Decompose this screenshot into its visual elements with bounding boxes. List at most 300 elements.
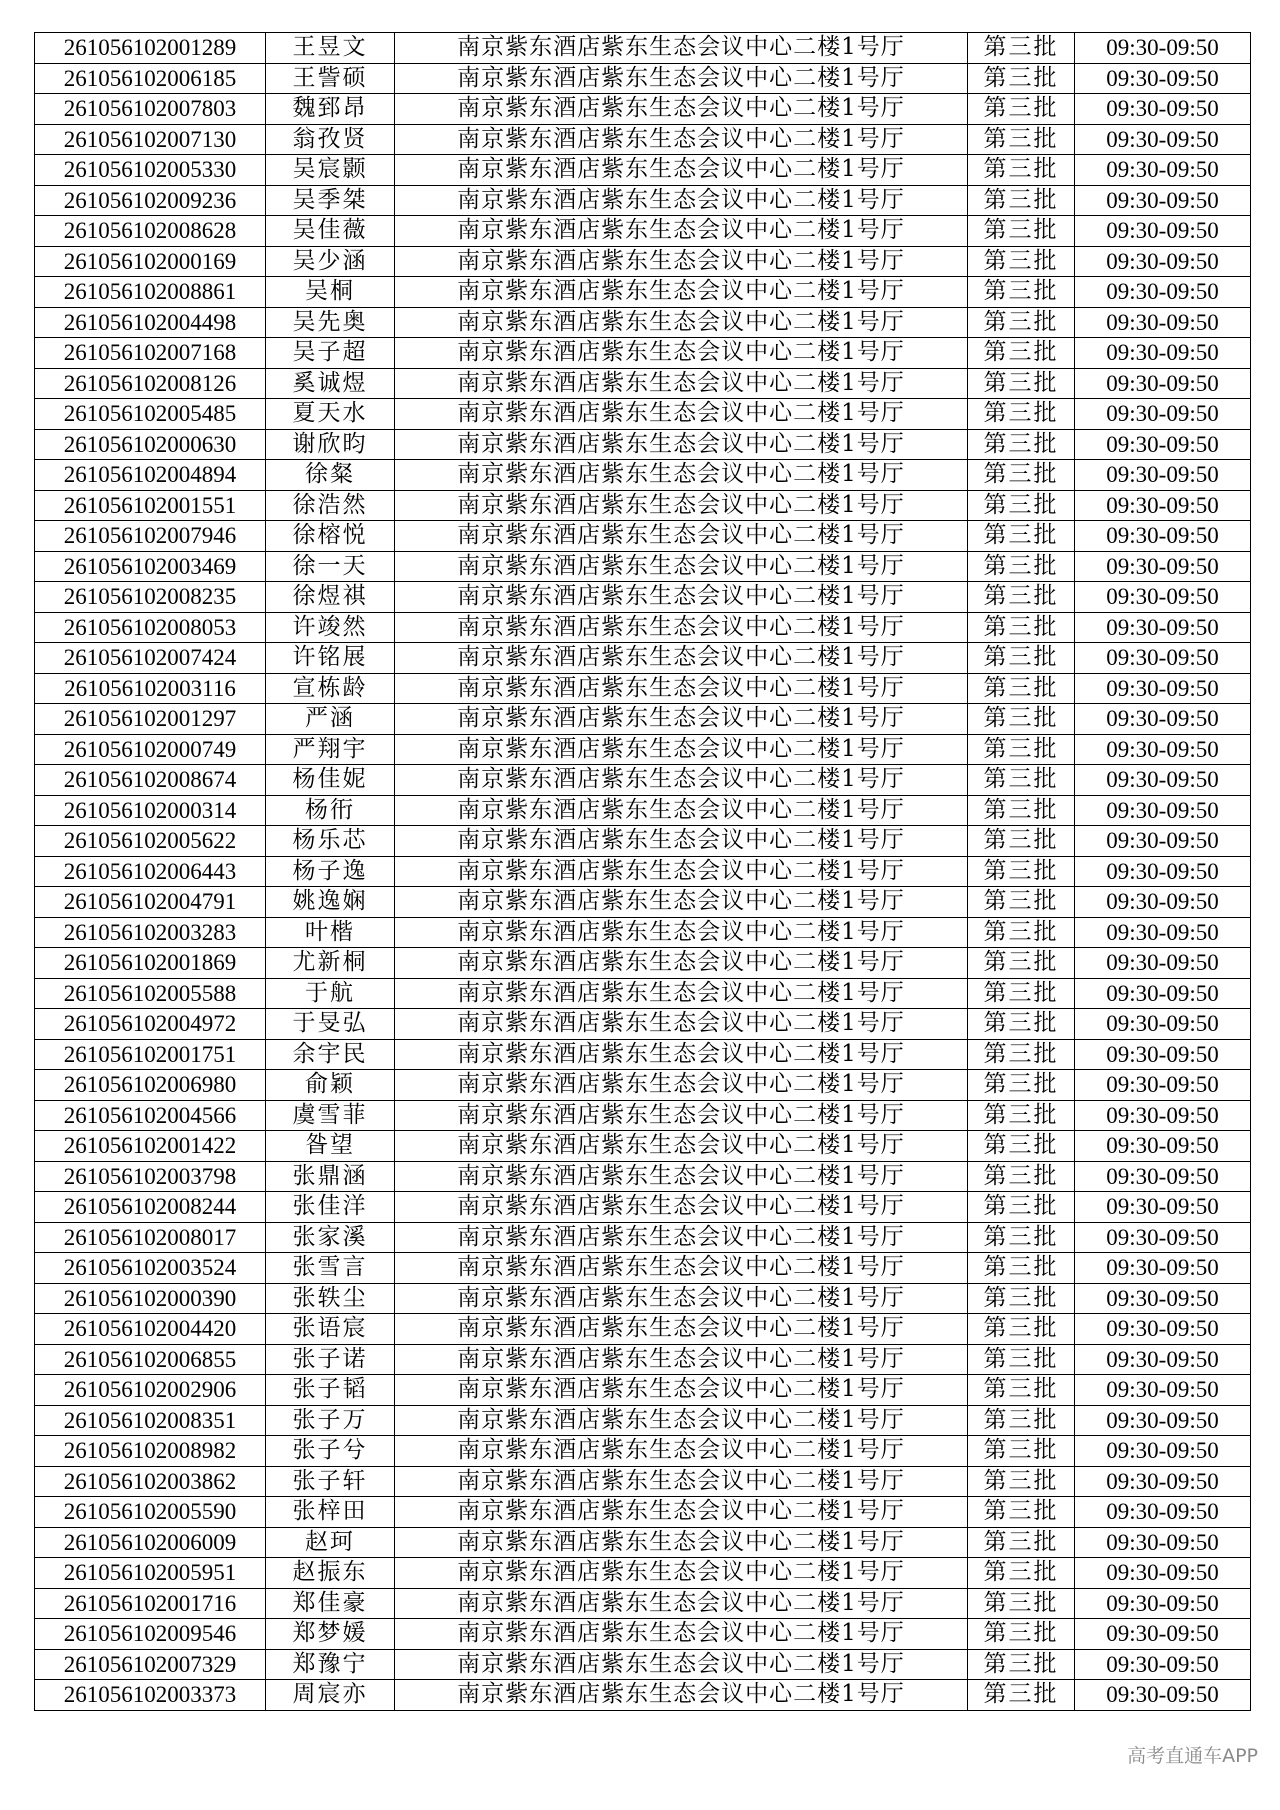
venue-cell: 南京紫东酒店紫东生态会议中心二楼1号厅 (395, 826, 968, 857)
time-slot-cell: 09:30-09:50 (1075, 917, 1251, 948)
venue-cell: 南京紫东酒店紫东生态会议中心二楼1号厅 (395, 612, 968, 643)
candidate-id-cell: 261056102004894 (35, 460, 266, 491)
time-slot-cell: 09:30-09:50 (1075, 246, 1251, 277)
time-slot-cell: 09:30-09:50 (1075, 399, 1251, 430)
time-slot-cell: 09:30-09:50 (1075, 795, 1251, 826)
candidate-name-cell: 于旻弘 (266, 1009, 395, 1040)
table-row (35, 1100, 1251, 1131)
time-slot-cell: 09:30-09:50 (1075, 94, 1251, 125)
time-slot-cell: 09:30-09:50 (1075, 673, 1251, 704)
candidate-name-cell: 尤新桐 (266, 948, 395, 979)
time-slot-cell: 09:30-09:50 (1075, 856, 1251, 887)
time-slot-cell: 09:30-09:50 (1075, 1588, 1251, 1619)
venue-cell: 南京紫东酒店紫东生态会议中心二楼1号厅 (395, 765, 968, 796)
candidate-name-cell: 夏天水 (266, 399, 395, 430)
batch-cell: 第三批 (968, 185, 1075, 216)
table-row (35, 795, 1251, 826)
roster-table (34, 32, 1251, 1711)
candidate-name-cell: 吴子超 (266, 338, 395, 369)
batch-cell: 第三批 (968, 643, 1075, 674)
candidate-name-cell: 吴佳薇 (266, 216, 395, 247)
table-row (35, 399, 1251, 430)
venue-cell: 南京紫东酒店紫东生态会议中心二楼1号厅 (395, 1466, 968, 1497)
time-slot-cell: 09:30-09:50 (1075, 1283, 1251, 1314)
time-slot-cell: 09:30-09:50 (1075, 429, 1251, 460)
batch-cell: 第三批 (968, 399, 1075, 430)
time-slot-cell: 09:30-09:50 (1075, 1314, 1251, 1345)
candidate-name-cell: 翁孜贤 (266, 124, 395, 155)
time-slot-cell: 09:30-09:50 (1075, 277, 1251, 308)
time-slot-cell: 09:30-09:50 (1075, 1680, 1251, 1711)
table-row (35, 460, 1251, 491)
candidate-name-cell: 张子诺 (266, 1344, 395, 1375)
table-row (35, 1222, 1251, 1253)
candidate-name-cell: 奚诚煜 (266, 368, 395, 399)
candidate-id-cell: 261056102004972 (35, 1009, 266, 1040)
batch-cell: 第三批 (968, 124, 1075, 155)
candidate-name-cell: 郑佳豪 (266, 1588, 395, 1619)
time-slot-cell: 09:30-09:50 (1075, 1527, 1251, 1558)
batch-cell: 第三批 (968, 673, 1075, 704)
table-row (35, 1192, 1251, 1223)
batch-cell: 第三批 (968, 246, 1075, 277)
candidate-name-cell: 王訾硕 (266, 63, 395, 94)
candidate-id-cell: 261056102009236 (35, 185, 266, 216)
candidate-id-cell: 261056102008235 (35, 582, 266, 613)
time-slot-cell: 09:30-09:50 (1075, 1100, 1251, 1131)
table-row (35, 1009, 1251, 1040)
candidate-name-cell: 谢欣昀 (266, 429, 395, 460)
watermark-label: 高考直通车APP (1127, 1745, 1258, 1767)
candidate-id-cell: 261056102007946 (35, 521, 266, 552)
table-row (35, 1131, 1251, 1162)
time-slot-cell: 09:30-09:50 (1075, 643, 1251, 674)
time-slot-cell: 09:30-09:50 (1075, 1192, 1251, 1223)
batch-cell: 第三批 (968, 856, 1075, 887)
batch-cell: 第三批 (968, 1039, 1075, 1070)
venue-cell: 南京紫东酒店紫东生态会议中心二楼1号厅 (395, 948, 968, 979)
venue-cell: 南京紫东酒店紫东生态会议中心二楼1号厅 (395, 887, 968, 918)
venue-cell: 南京紫东酒店紫东生态会议中心二楼1号厅 (395, 1527, 968, 1558)
candidate-id-cell: 261056102000749 (35, 734, 266, 765)
candidate-id-cell: 261056102004420 (35, 1314, 266, 1345)
table-row (35, 612, 1251, 643)
venue-cell: 南京紫东酒店紫东生态会议中心二楼1号厅 (395, 33, 968, 64)
candidate-id-cell: 261056102006185 (35, 63, 266, 94)
table-row (35, 673, 1251, 704)
table-row (35, 1558, 1251, 1589)
table-row (35, 1314, 1251, 1345)
batch-cell: 第三批 (968, 765, 1075, 796)
table-row (35, 155, 1251, 186)
candidate-name-cell: 于航 (266, 978, 395, 1009)
venue-cell: 南京紫东酒店紫东生态会议中心二楼1号厅 (395, 673, 968, 704)
time-slot-cell: 09:30-09:50 (1075, 338, 1251, 369)
batch-cell: 第三批 (968, 978, 1075, 1009)
candidate-name-cell: 赵珂 (266, 1527, 395, 1558)
time-slot-cell: 09:30-09:50 (1075, 1222, 1251, 1253)
candidate-id-cell: 261056102000314 (35, 795, 266, 826)
venue-cell: 南京紫东酒店紫东生态会议中心二楼1号厅 (395, 582, 968, 613)
table-row (35, 368, 1251, 399)
venue-cell: 南京紫东酒店紫东生态会议中心二楼1号厅 (395, 1222, 968, 1253)
candidate-id-cell: 261056102008982 (35, 1436, 266, 1467)
time-slot-cell: 09:30-09:50 (1075, 978, 1251, 1009)
candidate-name-cell: 姚逸娴 (266, 887, 395, 918)
candidate-name-cell: 昝望 (266, 1131, 395, 1162)
candidate-name-cell: 张语宸 (266, 1314, 395, 1345)
candidate-name-cell: 张子兮 (266, 1436, 395, 1467)
time-slot-cell: 09:30-09:50 (1075, 368, 1251, 399)
candidate-name-cell: 严涵 (266, 704, 395, 735)
venue-cell: 南京紫东酒店紫东生态会议中心二楼1号厅 (395, 1100, 968, 1131)
batch-cell: 第三批 (968, 1466, 1075, 1497)
candidate-name-cell: 周宸亦 (266, 1680, 395, 1711)
venue-cell: 南京紫东酒店紫东生态会议中心二楼1号厅 (395, 124, 968, 155)
venue-cell: 南京紫东酒店紫东生态会议中心二楼1号厅 (395, 1131, 968, 1162)
candidate-name-cell: 虞雪菲 (266, 1100, 395, 1131)
candidate-id-cell: 261056102003524 (35, 1253, 266, 1284)
batch-cell: 第三批 (968, 826, 1075, 857)
table-row (35, 1466, 1251, 1497)
batch-cell: 第三批 (968, 795, 1075, 826)
venue-cell: 南京紫东酒店紫东生态会议中心二楼1号厅 (395, 795, 968, 826)
candidate-name-cell: 杨子逸 (266, 856, 395, 887)
venue-cell: 南京紫东酒店紫东生态会议中心二楼1号厅 (395, 1375, 968, 1406)
table-row (35, 1253, 1251, 1284)
candidate-name-cell: 郑豫宁 (266, 1649, 395, 1680)
batch-cell: 第三批 (968, 1344, 1075, 1375)
candidate-id-cell: 261056102003116 (35, 673, 266, 704)
time-slot-cell: 09:30-09:50 (1075, 1375, 1251, 1406)
candidate-id-cell: 261056102005951 (35, 1558, 266, 1589)
time-slot-cell: 09:30-09:50 (1075, 124, 1251, 155)
candidate-id-cell: 261056102006443 (35, 856, 266, 887)
venue-cell: 南京紫东酒店紫东生态会议中心二楼1号厅 (395, 1283, 968, 1314)
candidate-id-cell: 261056102001716 (35, 1588, 266, 1619)
venue-cell: 南京紫东酒店紫东生态会议中心二楼1号厅 (395, 399, 968, 430)
candidate-id-cell: 261056102008126 (35, 368, 266, 399)
batch-cell: 第三批 (968, 490, 1075, 521)
batch-cell: 第三批 (968, 1314, 1075, 1345)
batch-cell: 第三批 (968, 368, 1075, 399)
time-slot-cell: 09:30-09:50 (1075, 551, 1251, 582)
candidate-name-cell: 杨乐芯 (266, 826, 395, 857)
batch-cell: 第三批 (968, 1131, 1075, 1162)
venue-cell: 南京紫东酒店紫东生态会议中心二楼1号厅 (395, 1314, 968, 1345)
time-slot-cell: 09:30-09:50 (1075, 460, 1251, 491)
time-slot-cell: 09:30-09:50 (1075, 490, 1251, 521)
venue-cell: 南京紫东酒店紫东生态会议中心二楼1号厅 (395, 978, 968, 1009)
time-slot-cell: 09:30-09:50 (1075, 307, 1251, 338)
time-slot-cell: 09:30-09:50 (1075, 765, 1251, 796)
time-slot-cell: 09:30-09:50 (1075, 948, 1251, 979)
candidate-name-cell: 张佳洋 (266, 1192, 395, 1223)
batch-cell: 第三批 (968, 94, 1075, 125)
candidate-id-cell: 261056102008861 (35, 277, 266, 308)
table-row (35, 216, 1251, 247)
roster-sheet (34, 32, 1250, 1711)
candidate-name-cell: 徐粲 (266, 460, 395, 491)
venue-cell: 南京紫东酒店紫东生态会议中心二楼1号厅 (395, 94, 968, 125)
candidate-name-cell: 吴宸颢 (266, 155, 395, 186)
time-slot-cell: 09:30-09:50 (1075, 1649, 1251, 1680)
table-row (35, 185, 1251, 216)
venue-cell: 南京紫东酒店紫东生态会议中心二楼1号厅 (395, 704, 968, 735)
table-row (35, 277, 1251, 308)
time-slot-cell: 09:30-09:50 (1075, 704, 1251, 735)
table-row (35, 1161, 1251, 1192)
candidate-id-cell: 261056102003283 (35, 917, 266, 948)
time-slot-cell: 09:30-09:50 (1075, 521, 1251, 552)
batch-cell: 第三批 (968, 1253, 1075, 1284)
table-row (35, 1344, 1251, 1375)
table-row (35, 643, 1251, 674)
time-slot-cell: 09:30-09:50 (1075, 185, 1251, 216)
candidate-name-cell: 张子轩 (266, 1466, 395, 1497)
table-row (35, 33, 1251, 64)
batch-cell: 第三批 (968, 1070, 1075, 1101)
table-row (35, 1527, 1251, 1558)
time-slot-cell: 09:30-09:50 (1075, 1344, 1251, 1375)
candidate-id-cell: 261056102000630 (35, 429, 266, 460)
table-row (35, 1283, 1251, 1314)
venue-cell: 南京紫东酒店紫东生态会议中心二楼1号厅 (395, 917, 968, 948)
batch-cell: 第三批 (968, 1283, 1075, 1314)
table-row (35, 1619, 1251, 1650)
batch-cell: 第三批 (968, 887, 1075, 918)
batch-cell: 第三批 (968, 155, 1075, 186)
venue-cell: 南京紫东酒店紫东生态会议中心二楼1号厅 (395, 368, 968, 399)
candidate-id-cell: 261056102001289 (35, 33, 266, 64)
venue-cell: 南京紫东酒店紫东生态会议中心二楼1号厅 (395, 338, 968, 369)
batch-cell: 第三批 (968, 63, 1075, 94)
table-row (35, 521, 1251, 552)
batch-cell: 第三批 (968, 1588, 1075, 1619)
table-row (35, 124, 1251, 155)
batch-cell: 第三批 (968, 460, 1075, 491)
table-row (35, 1436, 1251, 1467)
table-row (35, 704, 1251, 735)
candidate-name-cell: 余宇民 (266, 1039, 395, 1070)
table-row (35, 1588, 1251, 1619)
candidate-id-cell: 261056102006980 (35, 1070, 266, 1101)
candidate-name-cell: 徐一天 (266, 551, 395, 582)
time-slot-cell: 09:30-09:50 (1075, 1070, 1251, 1101)
venue-cell: 南京紫东酒店紫东生态会议中心二楼1号厅 (395, 1344, 968, 1375)
candidate-name-cell: 吴先奥 (266, 307, 395, 338)
candidate-name-cell: 许铭展 (266, 643, 395, 674)
batch-cell: 第三批 (968, 612, 1075, 643)
time-slot-cell: 09:30-09:50 (1075, 826, 1251, 857)
candidate-name-cell: 徐煜祺 (266, 582, 395, 613)
candidate-id-cell: 261056102000169 (35, 246, 266, 277)
venue-cell: 南京紫东酒店紫东生态会议中心二楼1号厅 (395, 1436, 968, 1467)
table-row (35, 490, 1251, 521)
table-row (35, 887, 1251, 918)
batch-cell: 第三批 (968, 1375, 1075, 1406)
table-row (35, 978, 1251, 1009)
candidate-name-cell: 徐榕悦 (266, 521, 395, 552)
table-row (35, 1680, 1251, 1711)
batch-cell: 第三批 (968, 1619, 1075, 1650)
table-row (35, 826, 1251, 857)
time-slot-cell: 09:30-09:50 (1075, 1558, 1251, 1589)
candidate-id-cell: 261056102007329 (35, 1649, 266, 1680)
table-row (35, 1649, 1251, 1680)
table-row (35, 338, 1251, 369)
time-slot-cell: 09:30-09:50 (1075, 1253, 1251, 1284)
time-slot-cell: 09:30-09:50 (1075, 1466, 1251, 1497)
batch-cell: 第三批 (968, 917, 1075, 948)
batch-cell: 第三批 (968, 1192, 1075, 1223)
table-row (35, 948, 1251, 979)
batch-cell: 第三批 (968, 338, 1075, 369)
table-row (35, 246, 1251, 277)
table-row (35, 1039, 1251, 1070)
venue-cell: 南京紫东酒店紫东生态会议中心二楼1号厅 (395, 1253, 968, 1284)
batch-cell: 第三批 (968, 1222, 1075, 1253)
table-row (35, 765, 1251, 796)
time-slot-cell: 09:30-09:50 (1075, 33, 1251, 64)
time-slot-cell: 09:30-09:50 (1075, 612, 1251, 643)
candidate-id-cell: 261056102000390 (35, 1283, 266, 1314)
table-row (35, 734, 1251, 765)
candidate-id-cell: 261056102007130 (35, 124, 266, 155)
candidate-id-cell: 261056102004791 (35, 887, 266, 918)
candidate-id-cell: 261056102007803 (35, 94, 266, 125)
candidate-name-cell: 张家溪 (266, 1222, 395, 1253)
batch-cell: 第三批 (968, 1436, 1075, 1467)
venue-cell: 南京紫东酒店紫东生态会议中心二楼1号厅 (395, 1649, 968, 1680)
venue-cell: 南京紫东酒店紫东生态会议中心二楼1号厅 (395, 1070, 968, 1101)
venue-cell: 南京紫东酒店紫东生态会议中心二楼1号厅 (395, 1009, 968, 1040)
candidate-id-cell: 261056102009546 (35, 1619, 266, 1650)
candidate-name-cell: 许竣然 (266, 612, 395, 643)
candidate-id-cell: 261056102006009 (35, 1527, 266, 1558)
time-slot-cell: 09:30-09:50 (1075, 155, 1251, 186)
batch-cell: 第三批 (968, 1649, 1075, 1680)
batch-cell: 第三批 (968, 1161, 1075, 1192)
candidate-name-cell: 张梓田 (266, 1497, 395, 1528)
candidate-id-cell: 261056102008628 (35, 216, 266, 247)
venue-cell: 南京紫东酒店紫东生态会议中心二楼1号厅 (395, 643, 968, 674)
candidate-id-cell: 261056102008674 (35, 765, 266, 796)
candidate-id-cell: 261056102005590 (35, 1497, 266, 1528)
venue-cell: 南京紫东酒店紫东生态会议中心二楼1号厅 (395, 1161, 968, 1192)
table-row (35, 1497, 1251, 1528)
table-row (35, 94, 1251, 125)
batch-cell: 第三批 (968, 521, 1075, 552)
venue-cell: 南京紫东酒店紫东生态会议中心二楼1号厅 (395, 307, 968, 338)
venue-cell: 南京紫东酒店紫东生态会议中心二楼1号厅 (395, 490, 968, 521)
venue-cell: 南京紫东酒店紫东生态会议中心二楼1号厅 (395, 856, 968, 887)
batch-cell: 第三批 (968, 948, 1075, 979)
batch-cell: 第三批 (968, 33, 1075, 64)
candidate-id-cell: 261056102003798 (35, 1161, 266, 1192)
candidate-name-cell: 宣栋龄 (266, 673, 395, 704)
candidate-name-cell: 徐浩然 (266, 490, 395, 521)
batch-cell: 第三批 (968, 307, 1075, 338)
candidate-id-cell: 261056102005485 (35, 399, 266, 430)
time-slot-cell: 09:30-09:50 (1075, 1009, 1251, 1040)
roster-body (35, 33, 1251, 1711)
venue-cell: 南京紫东酒店紫东生态会议中心二楼1号厅 (395, 1039, 968, 1070)
candidate-name-cell: 杨佳妮 (266, 765, 395, 796)
table-row (35, 551, 1251, 582)
table-row (35, 856, 1251, 887)
venue-cell: 南京紫东酒店紫东生态会议中心二楼1号厅 (395, 1588, 968, 1619)
candidate-id-cell: 261056102002906 (35, 1375, 266, 1406)
candidate-id-cell: 261056102005622 (35, 826, 266, 857)
venue-cell: 南京紫东酒店紫东生态会议中心二楼1号厅 (395, 1192, 968, 1223)
candidate-name-cell: 魏郅昂 (266, 94, 395, 125)
time-slot-cell: 09:30-09:50 (1075, 887, 1251, 918)
candidate-id-cell: 261056102004498 (35, 307, 266, 338)
time-slot-cell: 09:30-09:50 (1075, 734, 1251, 765)
batch-cell: 第三批 (968, 429, 1075, 460)
candidate-name-cell: 张雪言 (266, 1253, 395, 1284)
table-row (35, 917, 1251, 948)
candidate-id-cell: 261056102001551 (35, 490, 266, 521)
time-slot-cell: 09:30-09:50 (1075, 1619, 1251, 1650)
candidate-name-cell: 张子韬 (266, 1375, 395, 1406)
batch-cell: 第三批 (968, 551, 1075, 582)
table-row (35, 429, 1251, 460)
time-slot-cell: 09:30-09:50 (1075, 1436, 1251, 1467)
candidate-id-cell: 261056102004566 (35, 1100, 266, 1131)
candidate-id-cell: 261056102001422 (35, 1131, 266, 1162)
venue-cell: 南京紫东酒店紫东生态会议中心二楼1号厅 (395, 155, 968, 186)
batch-cell: 第三批 (968, 1497, 1075, 1528)
venue-cell: 南京紫东酒店紫东生态会议中心二楼1号厅 (395, 185, 968, 216)
venue-cell: 南京紫东酒店紫东生态会议中心二楼1号厅 (395, 246, 968, 277)
candidate-name-cell: 王昱文 (266, 33, 395, 64)
candidate-name-cell: 张子万 (266, 1405, 395, 1436)
candidate-name-cell: 赵振东 (266, 1558, 395, 1589)
batch-cell: 第三批 (968, 704, 1075, 735)
batch-cell: 第三批 (968, 277, 1075, 308)
batch-cell: 第三批 (968, 1009, 1075, 1040)
batch-cell: 第三批 (968, 1100, 1075, 1131)
batch-cell: 第三批 (968, 1527, 1075, 1558)
candidate-name-cell: 吴桐 (266, 277, 395, 308)
candidate-name-cell: 俞颖 (266, 1070, 395, 1101)
batch-cell: 第三批 (968, 1680, 1075, 1711)
batch-cell: 第三批 (968, 1558, 1075, 1589)
candidate-id-cell: 261056102008244 (35, 1192, 266, 1223)
time-slot-cell: 09:30-09:50 (1075, 1039, 1251, 1070)
batch-cell: 第三批 (968, 216, 1075, 247)
candidate-name-cell: 叶楷 (266, 917, 395, 948)
venue-cell: 南京紫东酒店紫东生态会议中心二楼1号厅 (395, 521, 968, 552)
table-row (35, 1375, 1251, 1406)
candidate-name-cell: 杨衎 (266, 795, 395, 826)
batch-cell: 第三批 (968, 582, 1075, 613)
candidate-id-cell: 261056102008053 (35, 612, 266, 643)
candidate-id-cell: 261056102007424 (35, 643, 266, 674)
candidate-id-cell: 261056102007168 (35, 338, 266, 369)
candidate-id-cell: 261056102003469 (35, 551, 266, 582)
candidate-id-cell: 261056102001751 (35, 1039, 266, 1070)
venue-cell: 南京紫东酒店紫东生态会议中心二楼1号厅 (395, 551, 968, 582)
venue-cell: 南京紫东酒店紫东生态会议中心二楼1号厅 (395, 277, 968, 308)
candidate-id-cell: 261056102005588 (35, 978, 266, 1009)
candidate-name-cell: 吴少涵 (266, 246, 395, 277)
venue-cell: 南京紫东酒店紫东生态会议中心二楼1号厅 (395, 216, 968, 247)
candidate-name-cell: 张轶尘 (266, 1283, 395, 1314)
venue-cell: 南京紫东酒店紫东生态会议中心二楼1号厅 (395, 1619, 968, 1650)
